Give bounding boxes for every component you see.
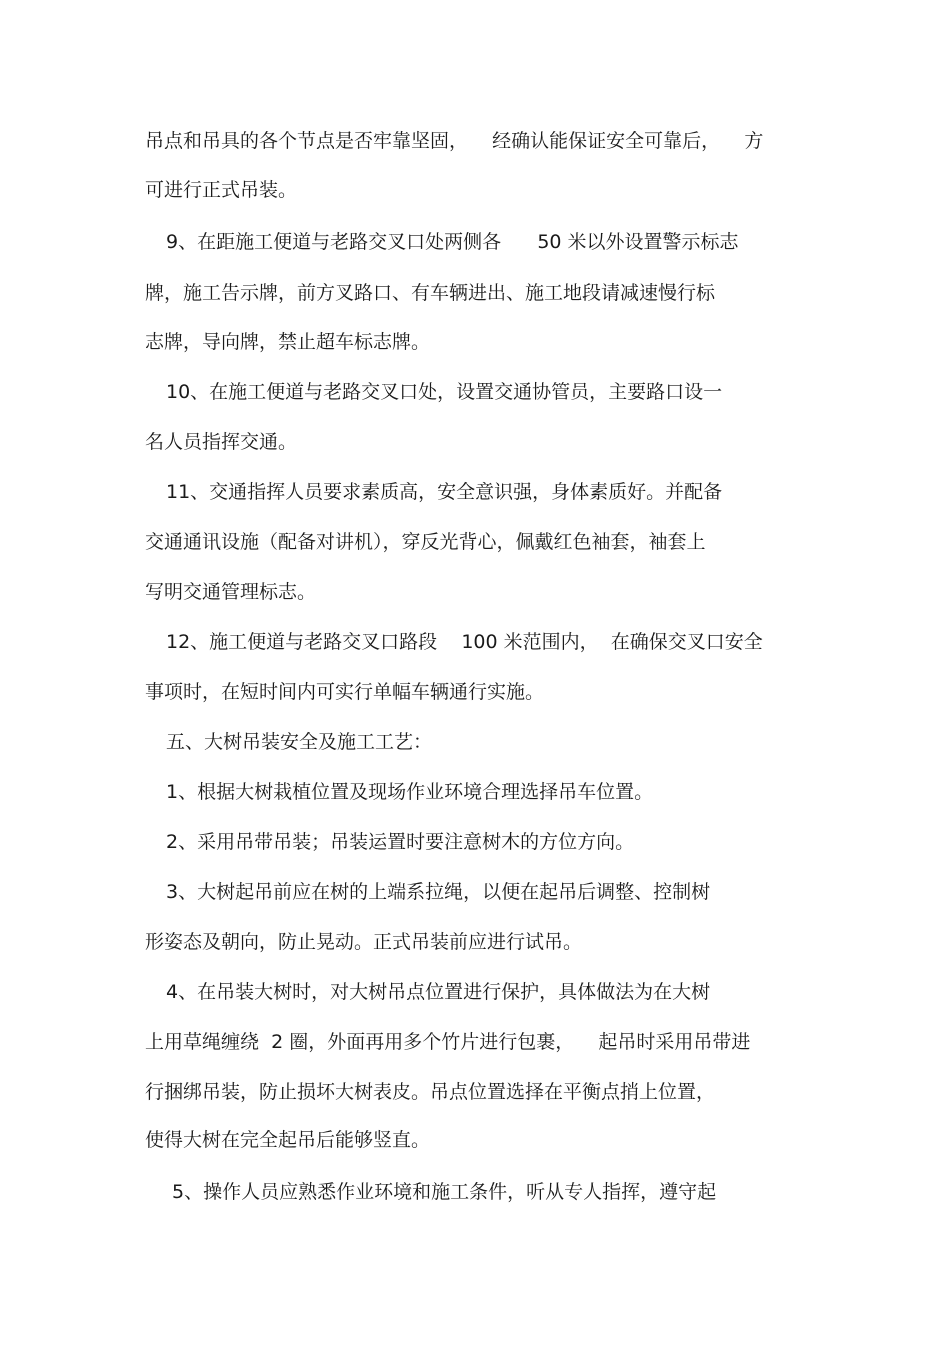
text-line: 11、交通指挥人员要求素质高，安全意识强，身体素质好。并配备 <box>166 481 723 503</box>
text-line: 4、在吊装大树时，对大树吊点位置进行保护，具体做法为在大树 <box>166 981 711 1003</box>
text-line: 使得大树在完全起吊后能够竖直。 <box>145 1129 431 1151</box>
text-line: 写明交通管理标志。 <box>145 581 317 603</box>
text-line: 3、大树起吊前应在树的上端系拉绳，以便在起吊后调整、控制树 <box>166 881 711 903</box>
text-line: 10、在施工便道与老路交叉口处，设置交通协管员，主要路口设一 <box>166 381 723 403</box>
text-line: 志牌，导向牌，禁止超车标志牌。 <box>145 331 431 353</box>
text-line: 事项时，在短时间内可实行单幅车辆通行实施。 <box>145 681 545 703</box>
text-line: 行捆绑吊装，防止损坏大树表皮。吊点位置选择在平衡点捎上位置， <box>145 1081 716 1103</box>
text-line: 上用草绳缠绕 2 圈，外面再用多个竹片进行包裹， 起吊时采用吊带进 <box>145 1031 751 1053</box>
text-line: 1、根据大树栽植位置及现场作业环境合理选择吊车位置。 <box>166 781 654 803</box>
text-line: 牌，施工告示牌，前方叉路口、有车辆进出、施工地段请减速慢行标 <box>145 282 716 304</box>
text-line: 12、施工便道与老路交叉口路段 100 米范围内， 在确保交叉口安全 <box>166 631 763 653</box>
text-line: 5、操作人员应熟悉作业环境和施工条件，听从专人指挥，遵守起 <box>172 1181 717 1203</box>
text-line: 五、大树吊装安全及施工工艺： <box>166 731 433 753</box>
text-line: 2、采用吊带吊装；吊装运置时要注意树木的方位方向。 <box>166 831 635 853</box>
text-line: 名人员指挥交通。 <box>145 431 298 453</box>
text-line: 9、在距施工便道与老路交叉口处两侧各 50 米以外设置警示标志 <box>166 231 739 253</box>
text-line: 交通通讯设施（配备对讲机），穿反光背心，佩戴红色袖套，袖套上 <box>145 531 706 553</box>
text-line: 形姿态及朝向，防止晃动。正式吊装前应进行试吊。 <box>145 931 583 953</box>
text-line: 可进行正式吊装。 <box>145 179 298 201</box>
text-line: 吊点和吊具的各个节点是否牢靠坚固， 经确认能保证安全可靠后， 方 <box>145 130 764 152</box>
